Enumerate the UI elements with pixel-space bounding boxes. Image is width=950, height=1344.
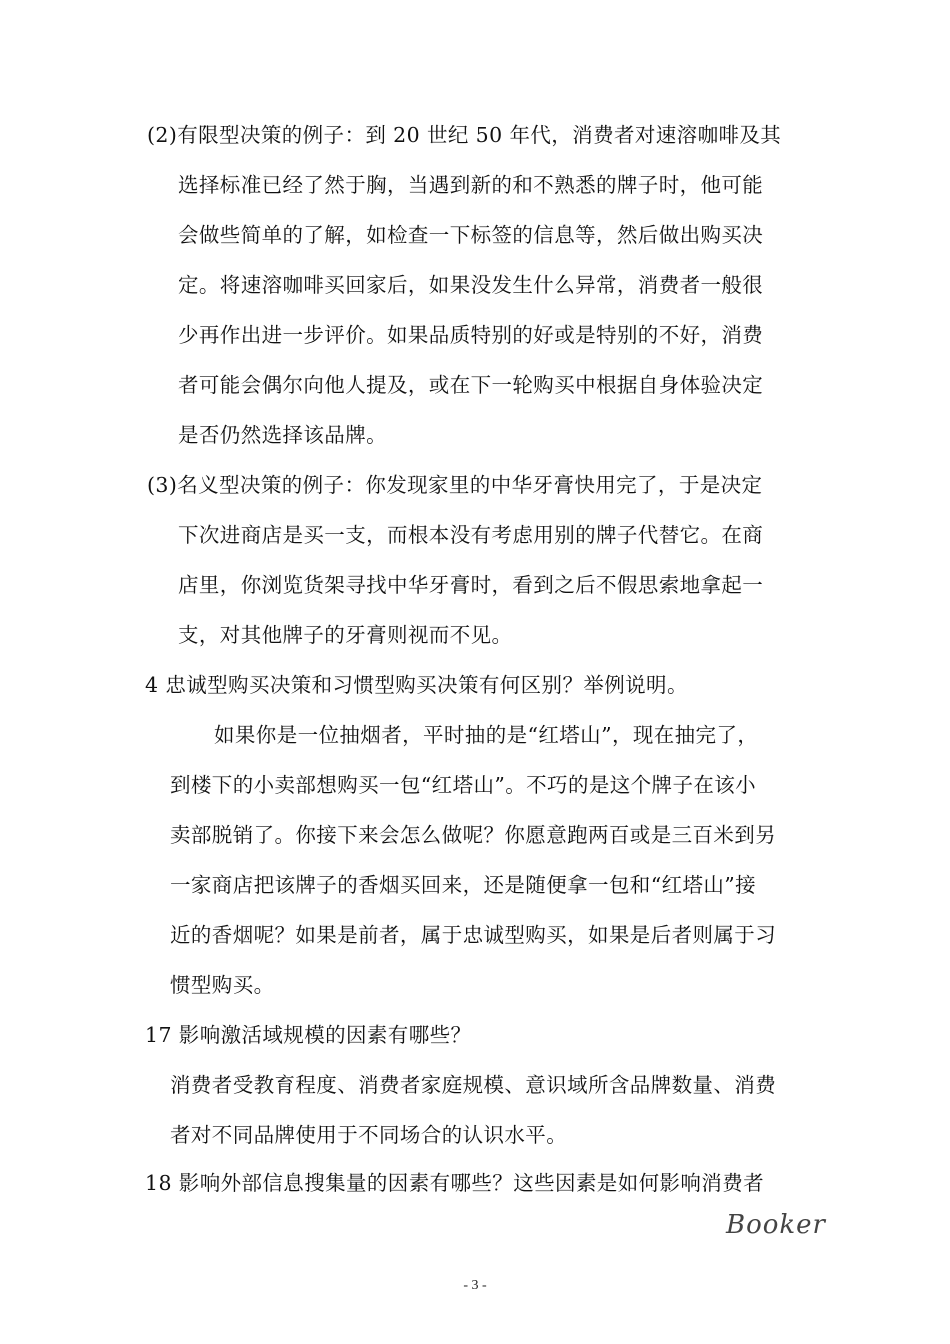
text-line: 下次进商店是买一支，而根本没有考虑用别的牌子代替它。在商 <box>178 523 764 547</box>
text-line: 如果你是一位抽烟者，平时抽的是“红塔山”，现在抽完了， <box>214 723 759 747</box>
question-heading: 18 影响外部信息搜集量的因素有哪些？这些因素是如何影响消费者 <box>145 1171 764 1195</box>
text-line: 到楼下的小卖部想购买一包“红塔山”。不巧的是这个牌子在该小 <box>170 773 757 797</box>
question-heading: 4 忠诚型购买决策和习惯型购买决策有何区别？举例说明。 <box>145 673 688 697</box>
text-line: 卖部脱销了。你接下来会怎么做呢？你愿意跑两百或是三百米到另 <box>170 823 777 847</box>
signature: Booker <box>726 1210 826 1240</box>
text-line: 会做些简单的了解，如检查一下标签的信息等，然后做出购买决 <box>178 223 764 247</box>
text-line: 定。将速溶咖啡买回家后，如果没发生什么异常，消费者一般很 <box>178 273 764 297</box>
text-line: (2)有限型决策的例子：到 20 世纪 50 年代，消费者对速溶咖啡及其 <box>147 123 782 147</box>
text-line: 选择标准已经了然于胸，当遇到新的和不熟悉的牌子时，他可能 <box>178 173 764 197</box>
page-number: - 3 - <box>463 1278 487 1293</box>
text-line: 支，对其他牌子的牙膏则视而不见。 <box>178 623 513 647</box>
question-heading: 17 影响激活域规模的因素有哪些？ <box>145 1023 472 1047</box>
text-line: 近的香烟呢？如果是前者，属于忠诚型购买，如果是后者则属于习 <box>170 923 777 947</box>
text-line: 少再作出进一步评价。如果品质特别的好或是特别的不好，消费 <box>178 323 764 347</box>
text-line: 惯型购买。 <box>170 973 275 997</box>
text-line: 是否仍然选择该品牌。 <box>178 423 387 447</box>
text-line: 一家商店把该牌子的香烟买回来，还是随便拿一包和“红塔山”接 <box>170 873 757 897</box>
text-line: (3)名义型决策的例子：你发现家里的中华牙膏快用完了，于是决定 <box>147 473 763 497</box>
text-line: 消费者受教育程度、消费者家庭规模、意识域所含品牌数量、消费 <box>170 1073 777 1097</box>
text-line: 者对不同品牌使用于不同场合的认识水平。 <box>170 1123 568 1147</box>
text-line: 者可能会偶尔向他人提及，或在下一轮购买中根据自身体验决定 <box>178 373 764 397</box>
text-line: 店里，你浏览货架寻找中华牙膏时，看到之后不假思索地拿起一 <box>178 573 764 597</box>
